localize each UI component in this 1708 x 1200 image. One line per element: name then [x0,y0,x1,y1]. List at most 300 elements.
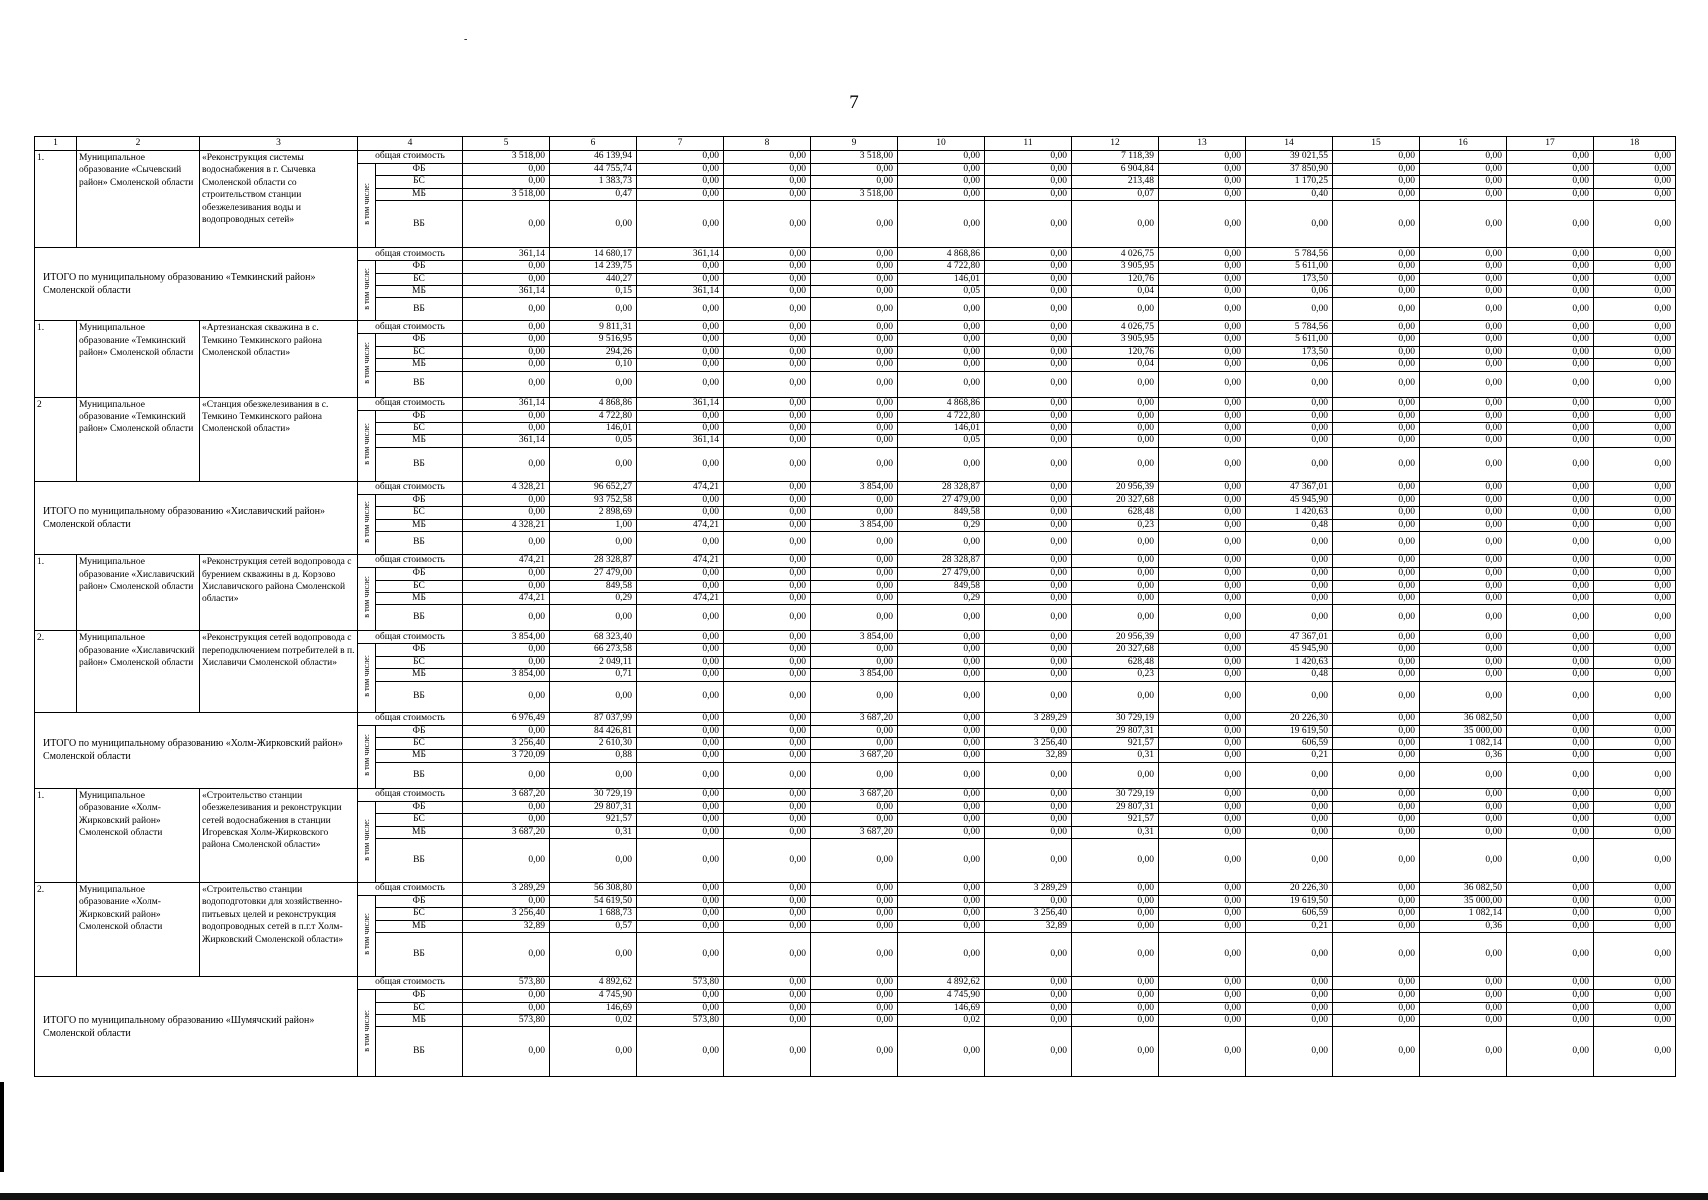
value-cell: 4 745,90 [898,990,985,1002]
row-label-fb: ФБ [376,801,463,813]
value-cell: 0,00 [811,977,898,990]
value-cell: 0,29 [550,592,637,604]
value-cell: 0,00 [1159,481,1246,494]
value-cell: 573,80 [463,977,550,990]
value-cell: 0,00 [898,532,985,555]
value-cell: 0,00 [1333,261,1420,273]
value-cell: 0,00 [1072,423,1159,435]
value-cell: 0,00 [724,592,811,604]
municipality-name: Муниципальное образование «Сычевский район» Смоленской области [77,151,200,248]
col-header-15: 15 [1333,137,1420,151]
value-cell: 0,00 [1594,1015,1676,1027]
value-cell: 0,05 [898,286,985,298]
value-cell: 0,00 [637,605,724,631]
value-cell: 0,00 [1159,435,1246,447]
value-cell: 4 722,80 [898,410,985,422]
value-cell: 4 722,80 [550,410,637,422]
value-cell: 0,00 [985,507,1072,519]
value-cell: 0,00 [724,920,811,932]
value-cell: 0,00 [811,286,898,298]
value-cell: 0,48 [1246,519,1333,531]
value-cell: 0,00 [811,737,898,749]
value-cell: 0,00 [898,681,985,712]
row-label-vb: ВБ [376,681,463,712]
value-cell: 0,00 [1507,248,1594,261]
value-cell: 0,00 [1594,788,1676,801]
value-cell: 0,00 [985,151,1072,164]
value-cell: 1 170,25 [1246,176,1333,188]
value-cell: 0,00 [985,681,1072,712]
municipality-total-title: ИТОГО по муниципальному образованию «Шумячский район» Смоленской области [35,977,358,1077]
municipality-name: Муниципальное образование «Хиславичский район» Смоленской области [77,555,200,631]
value-cell: 0,00 [1594,826,1676,838]
value-cell: 0,00 [985,494,1072,506]
value-cell: 0,00 [1420,286,1507,298]
value-cell: 0,00 [724,164,811,176]
value-cell: 0,00 [1507,397,1594,410]
value-cell: 0,00 [463,334,550,346]
row-label-vb: ВБ [376,838,463,882]
value-cell: 0,00 [724,334,811,346]
value-cell: 0,00 [1420,801,1507,813]
value-cell: 0,00 [1159,346,1246,358]
value-cell: 0,00 [637,359,724,371]
value-cell: 0,00 [1333,555,1420,568]
value-cell: 0,00 [1333,346,1420,358]
value-cell: 0,00 [1333,681,1420,712]
value-cell: 46 139,94 [550,151,637,164]
value-cell: 0,00 [1333,580,1420,592]
value-cell: 0,00 [724,447,811,481]
value-cell: 0,40 [1246,188,1333,200]
value-cell: 0,00 [1159,788,1246,801]
value-cell: 0,00 [637,532,724,555]
row-label-total-cost: общая стоимость [358,397,463,410]
value-cell: 0,00 [724,580,811,592]
value-cell: 0,00 [1507,261,1594,273]
value-cell: 0,00 [898,908,985,920]
value-cell: 0,00 [1420,359,1507,371]
col-header-1: 1 [35,137,77,151]
row-label-vb: ВБ [376,762,463,788]
value-cell: 0,00 [637,494,724,506]
value-cell: 0,00 [1333,397,1420,410]
value-cell: 9 516,95 [550,334,637,346]
value-cell: 146,01 [550,423,637,435]
value-cell: 0,23 [1072,519,1159,531]
value-cell: 0,00 [1246,371,1333,397]
value-cell: 0,00 [1159,1027,1246,1077]
value-cell: 361,14 [463,286,550,298]
value-cell: 0,00 [463,1002,550,1014]
value-cell: 849,58 [898,507,985,519]
value-cell: 0,00 [1333,908,1420,920]
value-cell: 0,00 [985,838,1072,882]
row-label-total-cost: общая стоимость [358,788,463,801]
value-cell: 0,00 [463,801,550,813]
value-cell: 0,00 [550,201,637,248]
value-cell: 0,00 [724,359,811,371]
value-cell: 0,00 [1594,286,1676,298]
value-cell: 0,00 [985,423,1072,435]
in-that-number-label [358,334,376,397]
item-number: 1. [35,555,77,631]
value-cell: 3 905,95 [1072,261,1159,273]
value-cell: 0,00 [1420,261,1507,273]
value-cell: 0,00 [1420,631,1507,644]
value-cell: 0,00 [463,410,550,422]
value-cell: 0,00 [637,176,724,188]
value-cell: 0,00 [1333,447,1420,481]
value-cell: 4 722,80 [898,261,985,273]
value-cell: 5 611,00 [1246,334,1333,346]
value-cell: 0,00 [1594,669,1676,681]
value-cell: 0,00 [811,908,898,920]
value-cell: 0,00 [637,920,724,932]
project-name: «Реконструкция сетей водопровода с бурением скважины в д. Корзово Хиславичского района Смоленской области» [200,555,358,631]
row-label-vb: ВБ [376,532,463,555]
value-cell: 0,00 [1333,410,1420,422]
value-cell: 0,00 [811,507,898,519]
value-cell: 0,04 [1072,359,1159,371]
table-row [35,248,1676,261]
value-cell: 0,00 [811,656,898,668]
row-label-vb: ВБ [376,605,463,631]
value-cell: 0,00 [1333,532,1420,555]
value-cell: 93 752,58 [550,494,637,506]
value-cell: 0,00 [1159,286,1246,298]
value-cell: 0,00 [724,605,811,631]
value-cell: 0,00 [1333,494,1420,506]
value-cell: 0,00 [1072,838,1159,882]
value-cell: 0,00 [1507,580,1594,592]
value-cell: 0,00 [1507,346,1594,358]
value-cell: 0,00 [550,681,637,712]
value-cell: 29 807,31 [1072,801,1159,813]
value-cell: 0,00 [1507,151,1594,164]
value-cell: 0,00 [1507,644,1594,656]
value-cell: 0,00 [811,334,898,346]
value-cell: 3 256,40 [463,737,550,749]
value-cell: 14 239,75 [550,261,637,273]
value-cell: 0,00 [898,737,985,749]
value-cell: 0,00 [898,151,985,164]
value-cell: 3 687,20 [811,788,898,801]
row-label-total-cost: общая стоимость [358,712,463,725]
value-cell: 0,00 [724,908,811,920]
value-cell: 0,00 [1507,494,1594,506]
value-cell: 849,58 [550,580,637,592]
col-header-14: 14 [1246,137,1333,151]
value-cell: 361,14 [637,397,724,410]
value-cell: 3 518,00 [811,188,898,200]
value-cell: 0,00 [1246,410,1333,422]
value-cell: 0,00 [724,188,811,200]
value-cell: 54 619,50 [550,895,637,907]
value-cell: 0,00 [1420,423,1507,435]
row-label-bs: БС [376,273,463,285]
value-cell: 0,00 [1072,920,1159,932]
value-cell: 0,00 [463,321,550,334]
value-cell: 0,57 [550,920,637,932]
value-cell: 921,57 [550,814,637,826]
value-cell: 0,00 [1333,826,1420,838]
value-cell: 0,00 [637,669,724,681]
value-cell: 4 745,90 [550,990,637,1002]
municipality-name: Муниципальное образование «Темкинский район» Смоленской области [77,321,200,397]
value-cell: 4 892,62 [550,977,637,990]
value-cell: 0,00 [550,298,637,321]
value-cell: 0,00 [724,201,811,248]
value-cell: 0,00 [985,788,1072,801]
value-cell: 4 026,75 [1072,321,1159,334]
value-cell: 0,00 [1420,410,1507,422]
value-cell: 0,00 [724,481,811,494]
value-cell: 0,00 [1159,298,1246,321]
table-row [35,151,1676,164]
value-cell: 474,21 [637,592,724,604]
value-cell: 0,00 [1333,359,1420,371]
value-cell: 0,00 [1507,656,1594,668]
value-cell: 0,00 [1159,681,1246,712]
value-cell: 0,00 [1594,164,1676,176]
value-cell: 0,00 [1594,298,1676,321]
municipality-name: Муниципальное образование «Холм-Жирковский район» Смоленской области [77,882,200,976]
value-cell: 0,00 [1333,273,1420,285]
value-cell: 0,00 [1507,410,1594,422]
value-cell: 0,00 [637,447,724,481]
item-number: 2. [35,631,77,712]
value-cell: 0,00 [1507,788,1594,801]
value-cell: 0,00 [724,750,811,762]
value-cell: 0,00 [1420,151,1507,164]
value-cell: 0,00 [985,605,1072,631]
value-cell: 0,00 [1333,656,1420,668]
value-cell: 440,27 [550,273,637,285]
value-cell: 0,00 [1594,920,1676,932]
value-cell: 0,00 [1159,920,1246,932]
value-cell: 0,00 [898,201,985,248]
value-cell: 0,00 [898,814,985,826]
value-cell: 628,48 [1072,507,1159,519]
value-cell: 0,00 [1594,447,1676,481]
value-cell: 0,00 [463,201,550,248]
item-number: 1. [35,788,77,882]
value-cell: 0,00 [985,762,1072,788]
row-label-fb: ФБ [376,725,463,737]
value-cell: 0,00 [1246,201,1333,248]
value-cell: 0,00 [1072,568,1159,580]
value-cell: 0,00 [1420,826,1507,838]
value-cell: 0,00 [1072,990,1159,1002]
value-cell: 3 687,20 [463,788,550,801]
value-cell: 0,00 [1594,423,1676,435]
value-cell: 7 118,39 [1072,151,1159,164]
value-cell: 3 518,00 [463,188,550,200]
value-cell: 0,00 [1507,201,1594,248]
value-cell: 0,21 [1246,920,1333,932]
value-cell: 3 854,00 [463,669,550,681]
value-cell: 0,00 [637,725,724,737]
value-cell: 0,00 [463,644,550,656]
value-cell: 0,00 [724,494,811,506]
value-cell: 0,00 [811,555,898,568]
value-cell: 5 784,56 [1246,248,1333,261]
value-cell: 0,00 [1507,1027,1594,1077]
value-cell: 0,00 [1420,1027,1507,1077]
value-cell: 0,00 [637,908,724,920]
value-cell: 0,00 [811,592,898,604]
value-cell: 0,00 [637,188,724,200]
value-cell: 0,00 [1420,814,1507,826]
value-cell: 0,00 [1333,248,1420,261]
value-cell: 0,00 [1246,814,1333,826]
value-cell: 0,00 [985,814,1072,826]
value-cell: 39 021,55 [1246,151,1333,164]
value-cell: 0,00 [1594,435,1676,447]
row-label-fb: ФБ [376,494,463,506]
value-cell: 0,00 [1420,1002,1507,1014]
value-cell: 0,00 [811,359,898,371]
value-cell: 0,00 [1333,286,1420,298]
value-cell: 0,00 [1594,321,1676,334]
value-cell: 20 226,30 [1246,882,1333,895]
value-cell: 0,00 [1246,762,1333,788]
col-header-18: 18 [1594,137,1676,151]
value-cell: 4 328,21 [463,519,550,531]
value-cell: 0,00 [811,838,898,882]
row-label-fb: ФБ [376,334,463,346]
value-cell: 0,00 [1246,681,1333,712]
value-cell: 0,00 [1507,725,1594,737]
value-cell: 0,00 [1333,737,1420,749]
value-cell: 19 619,50 [1246,725,1333,737]
value-cell: 0,00 [1507,631,1594,644]
value-cell: 27 479,00 [898,494,985,506]
value-cell: 0,00 [1420,605,1507,631]
value-cell: 0,00 [1420,838,1507,882]
row-label-fb: ФБ [376,164,463,176]
value-cell: 0,00 [811,423,898,435]
value-cell: 0,00 [1420,656,1507,668]
value-cell: 0,00 [724,681,811,712]
value-cell: 0,00 [1507,1002,1594,1014]
value-cell: 0,00 [724,801,811,813]
value-cell: 0,00 [463,814,550,826]
value-cell: 0,00 [637,410,724,422]
value-cell: 0,00 [898,447,985,481]
value-cell: 0,00 [1594,176,1676,188]
value-cell: 0,00 [1507,371,1594,397]
value-cell: 28 328,87 [550,555,637,568]
project-name: «Реконструкция сетей водопровода с переподключением потребителей в п. Хиславичи Смоленской области» [200,631,358,712]
row-label-mb: МБ [376,1015,463,1027]
value-cell: 0,00 [1507,838,1594,882]
value-cell: 0,48 [1246,669,1333,681]
value-cell: 0,00 [1594,568,1676,580]
value-cell: 0,00 [898,164,985,176]
value-cell: 3 687,20 [811,712,898,725]
scan-dot: - [464,34,468,45]
value-cell: 0,00 [1594,681,1676,712]
value-cell: 0,00 [985,164,1072,176]
value-cell: 0,00 [1072,298,1159,321]
row-label-total-cost: общая стоимость [358,321,463,334]
value-cell: 0,00 [985,592,1072,604]
value-cell: 0,00 [898,334,985,346]
value-cell: 0,00 [463,273,550,285]
value-cell: 0,00 [1507,423,1594,435]
value-cell: 0,00 [637,788,724,801]
value-cell: 36 082,50 [1420,882,1507,895]
value-cell: 0,00 [1594,346,1676,358]
value-cell: 0,00 [1594,712,1676,725]
value-cell: 0,00 [1507,669,1594,681]
value-cell: 0,00 [1333,371,1420,397]
row-label-mb: МБ [376,750,463,762]
value-cell: 0,00 [1159,592,1246,604]
value-cell: 0,00 [637,681,724,712]
value-cell: 0,06 [1246,286,1333,298]
value-cell: 0,00 [1333,507,1420,519]
value-cell: 0,00 [463,838,550,882]
value-cell: 0,00 [1594,532,1676,555]
table-row [35,321,1676,334]
value-cell: 0,00 [637,644,724,656]
value-cell: 0,00 [1333,164,1420,176]
in-that-number-label [358,410,376,481]
value-cell: 30 729,19 [1072,712,1159,725]
value-cell: 0,00 [1159,605,1246,631]
value-cell: 0,00 [1159,151,1246,164]
in-that-number-label [358,261,376,321]
row-label-bs: БС [376,1002,463,1014]
value-cell: 0,00 [1072,447,1159,481]
value-cell: 146,69 [898,1002,985,1014]
value-cell: 0,15 [550,286,637,298]
value-cell: 4 328,21 [463,481,550,494]
value-cell: 0,00 [985,631,1072,644]
value-cell: 0,00 [637,801,724,813]
value-cell: 0,00 [1333,176,1420,188]
value-cell: 0,00 [1594,737,1676,749]
value-cell: 0,00 [1420,298,1507,321]
value-cell: 14 680,17 [550,248,637,261]
value-cell: 0,00 [1507,321,1594,334]
value-cell: 0,00 [1159,882,1246,895]
value-cell: 20 327,68 [1072,494,1159,506]
value-cell: 0,00 [1246,838,1333,882]
value-cell: 0,00 [1159,176,1246,188]
value-cell: 0,00 [1159,838,1246,882]
value-cell: 0,00 [1507,737,1594,749]
value-cell: 68 323,40 [550,631,637,644]
value-cell: 0,00 [898,762,985,788]
value-cell: 474,21 [637,519,724,531]
value-cell: 0,00 [898,298,985,321]
value-cell: 0,00 [1507,359,1594,371]
in-that-number-text: в том числе: [361,422,371,465]
value-cell: 0,00 [1420,188,1507,200]
budget-table [34,136,1676,1077]
in-that-number-text: в том числе: [361,182,371,225]
value-cell: 0,00 [985,273,1072,285]
value-cell: 0,00 [1507,895,1594,907]
value-cell: 0,00 [1507,532,1594,555]
value-cell: 0,00 [1420,334,1507,346]
row-label-bs: БС [376,656,463,668]
row-label-mb: МБ [376,826,463,838]
